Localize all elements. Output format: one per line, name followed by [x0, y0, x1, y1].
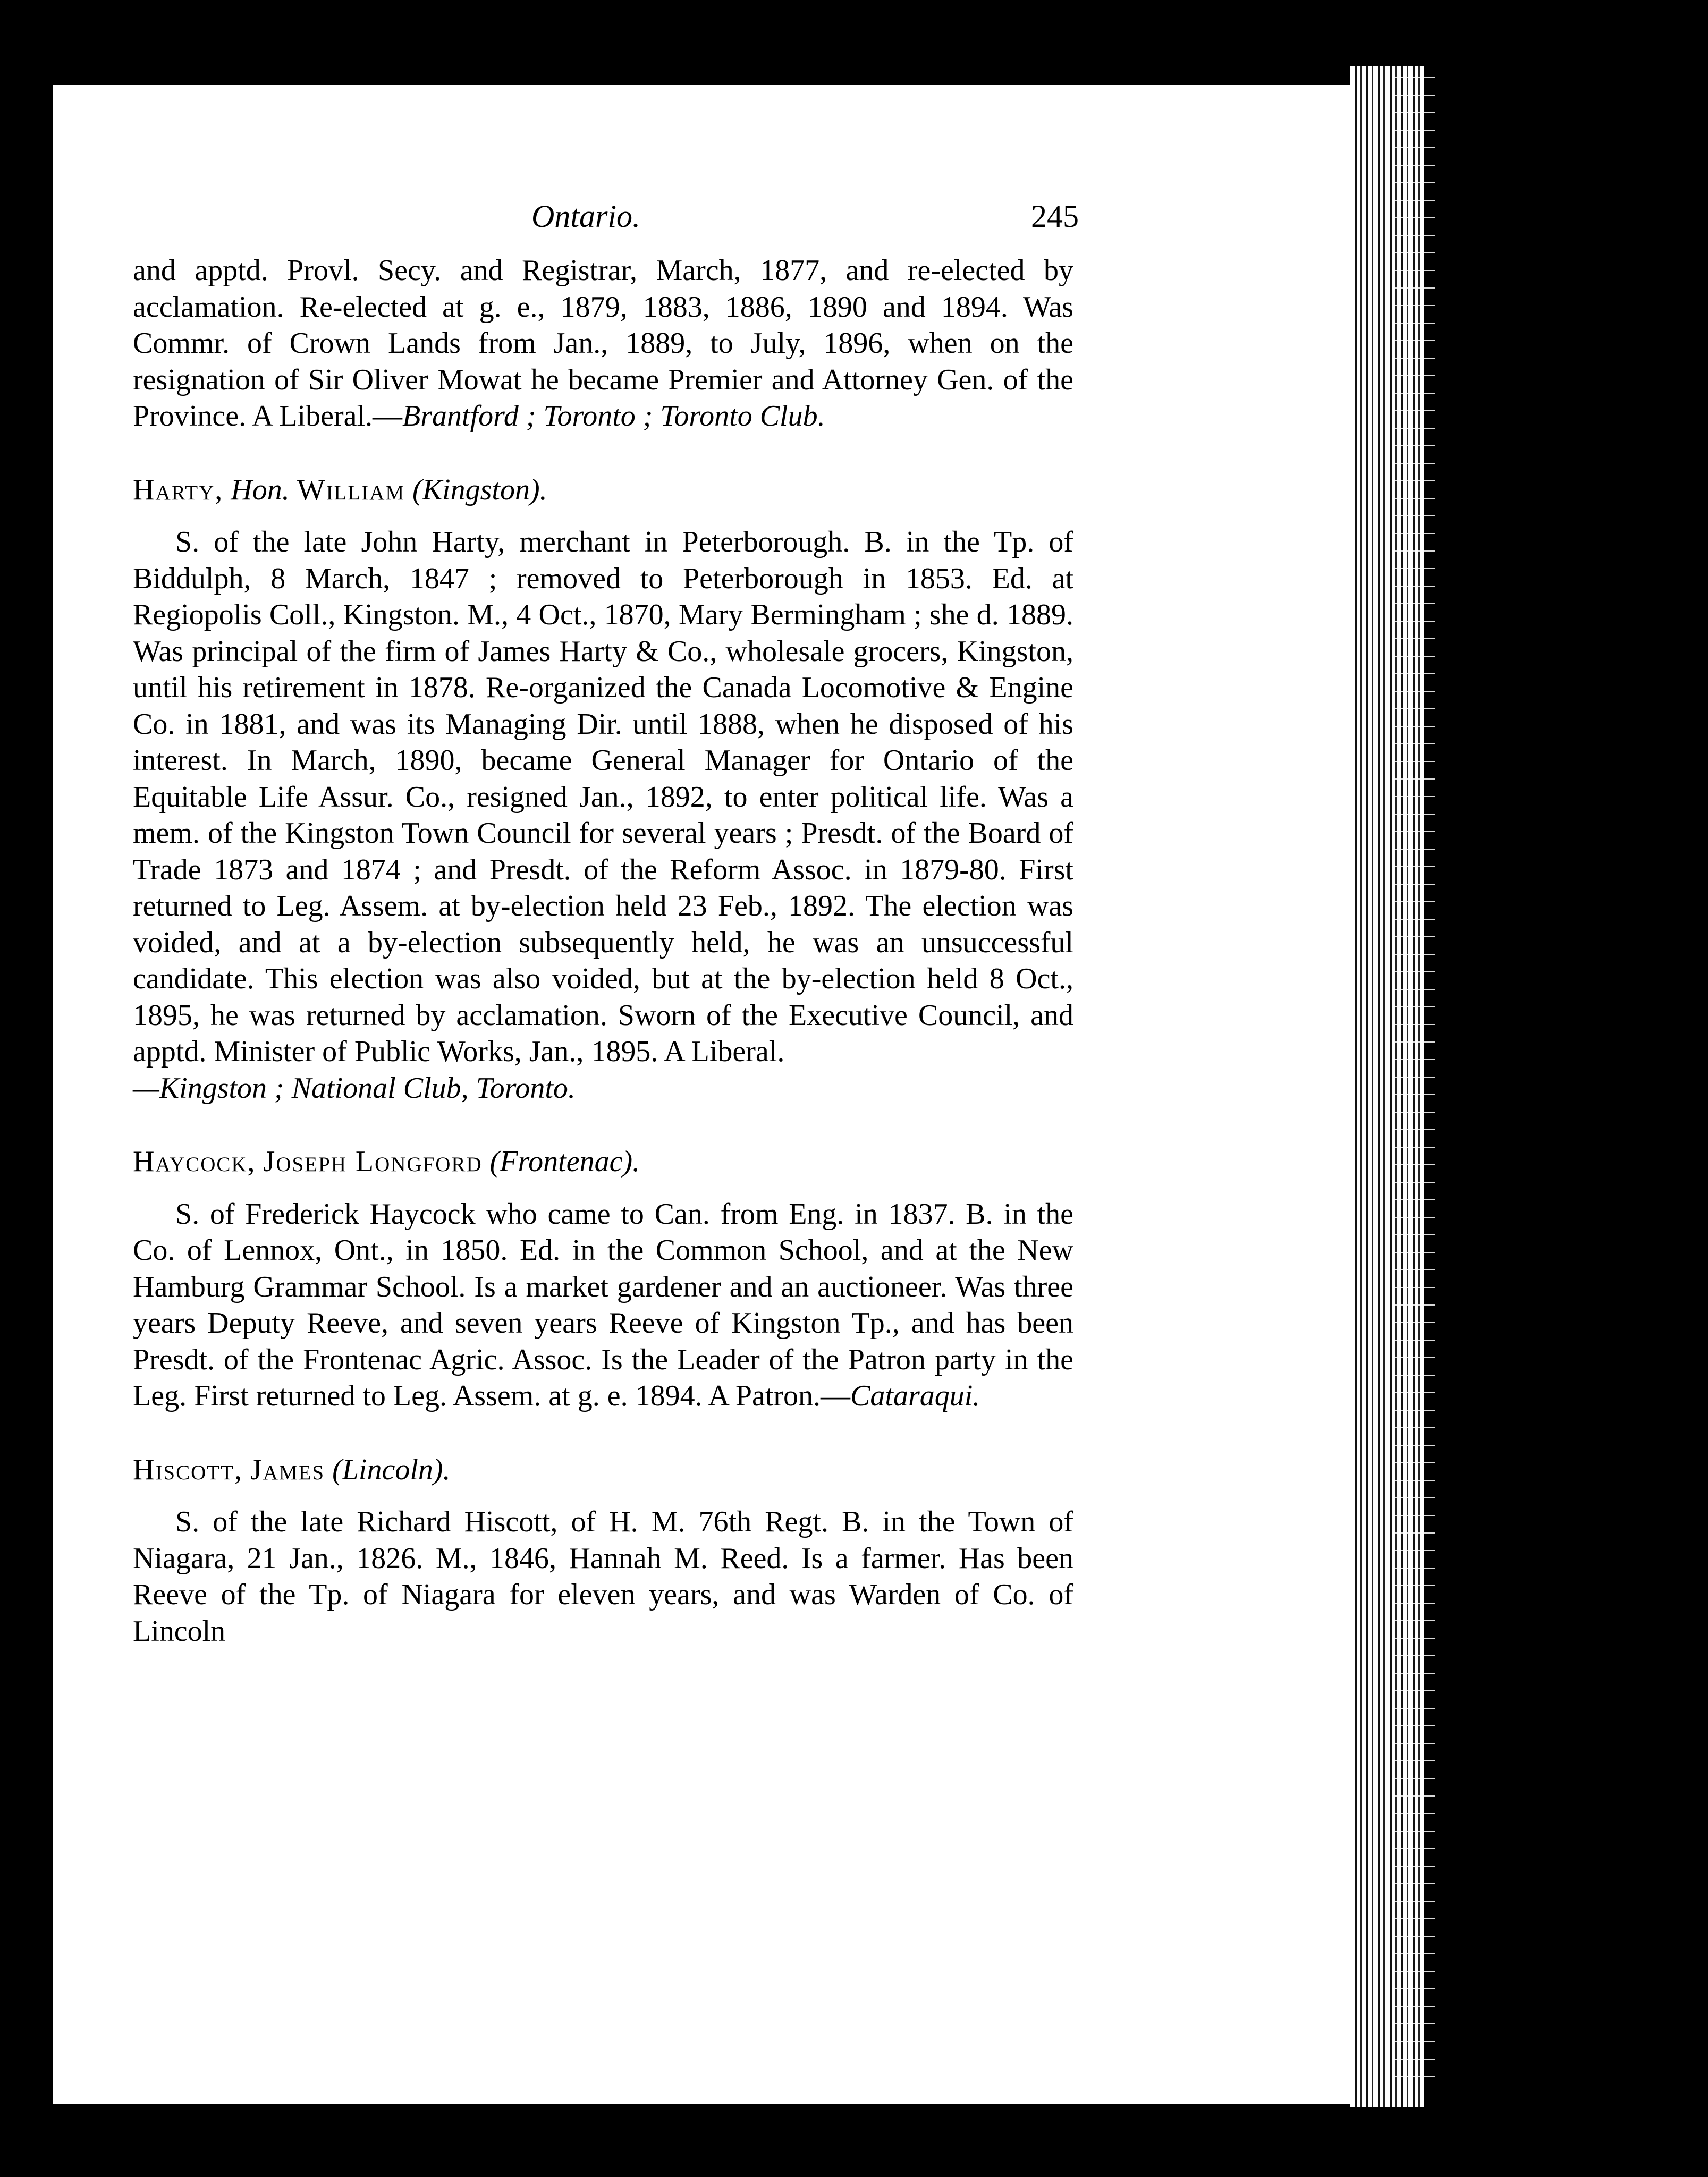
- running-head-title: Ontario.: [531, 199, 641, 234]
- entry-body-text: S. of the late Richard Hiscott, of H. M. 76th Regt. B. in the Town of Niagara, 21 Jan., 1826. M., 1846, Hannah M. Reed. Is a farmer. Has been Reeve of the Tp. of Niagara for eleven years, and was Warden of Co. of Lincoln: [133, 1505, 1073, 1648]
- entry-surname: Harty,: [133, 473, 224, 506]
- entry-title: Hon.: [231, 473, 290, 506]
- continuation-text: and apptd. Provl. Secy. and Registrar, March, 1877, and re-elected by acclamation. Re-elected at g. e., 1879, 1883, 1886, 1890 and 1894. Was Commr. of Crown Lands from Jan., 1889, to July, 1896, when on the resignation of Sir Oliver Mowat he became Premier and Attorney Gen. of the Province. A Liberal.—: [133, 254, 1073, 433]
- entry-residence: Cataraqui.: [850, 1379, 980, 1412]
- entry-heading: [133, 472, 1073, 509]
- continuation-residence: Brantford ; Toronto ; Toronto Club.: [402, 400, 825, 433]
- entry-surname: Haycock,: [133, 1145, 256, 1178]
- entry-given-names: James: [250, 1453, 325, 1486]
- entry-heading: [133, 1452, 1073, 1488]
- entry-residence: —Kingston ; National Club, Toronto.: [133, 1071, 576, 1105]
- entry-body-text: S. of Frederick Haycock who came to Can. from Eng. in 1837. B. in the Co. of Lennox, Ont., in 1850. Ed. in the Common School, and at the New Hamburg Grammar School. Is a market gardener and an auctioneer. Was three years Deputy Reeve, and seven years Reeve of Kingston Tp., and has been Presdt. of the Frontenac Agric. Assoc. Is the Leader of the Patron party in the Leg. First returned to Leg. Assem. at g. e. 1894. A Patron.—: [133, 1197, 1073, 1412]
- entry-body: [133, 1504, 1073, 1649]
- entry-constituency: (Lincoln).: [332, 1453, 451, 1486]
- entry-surname: Hiscott,: [133, 1453, 243, 1486]
- entry-heading: [133, 1143, 1073, 1180]
- entry-body: [133, 1196, 1073, 1414]
- entry-given-names: Joseph Longford: [263, 1145, 483, 1178]
- text-block: [133, 189, 1079, 1649]
- page-fore-edge-shading: [1392, 74, 1435, 2094]
- continuation-paragraph: [133, 252, 1073, 435]
- entry-body: [133, 524, 1073, 1106]
- entry-constituency: (Frontenac).: [489, 1145, 640, 1178]
- page-number: 245: [1031, 199, 1079, 234]
- entry-constituency: (Kingston).: [412, 473, 547, 506]
- entry-given-names: William: [297, 473, 405, 506]
- running-head: [133, 189, 1079, 252]
- entry-body-text: S. of the late John Harty, merchant in Peterborough. B. in the Tp. of Biddulph, 8 March, 1847 ; removed to Peterborough in 1853. Ed. at Regiopolis Coll., Kingston. M., 4 Oct., 1870, Mary Bermingham ; she d. 1889. Was principal of the firm of James Harty & Co., wholesale grocers, Kingston, until his retirement in 1878. Re-organized the Canada Locomotive & Engine Co. in 1881, and was its Managing Dir. until 1888, when he disposed of his interest. In March, 1890, became General Manager for Ontario of the Equitable Life Assur. Co., resigned Jan., 1892, to enter political life. Was a mem. of the Kingston Town Council for several years ; Presdt. of the Board of Trade 1873 and 1874 ; and Presdt. of the Reform Assoc. in 1879-80. First returned to Leg. Assem. at by-election held 23 Feb., 1892. The election was voided, and at a by-election subsequently held, he was an unsuccessful candidate. This election was also voided, but at the by-election held 8 Oct., 1895, he was returned by acclamation. Sworn of the Executive Council, and apptd. Minister of Public Works, Jan., 1895. A Liberal.: [133, 526, 1073, 1068]
